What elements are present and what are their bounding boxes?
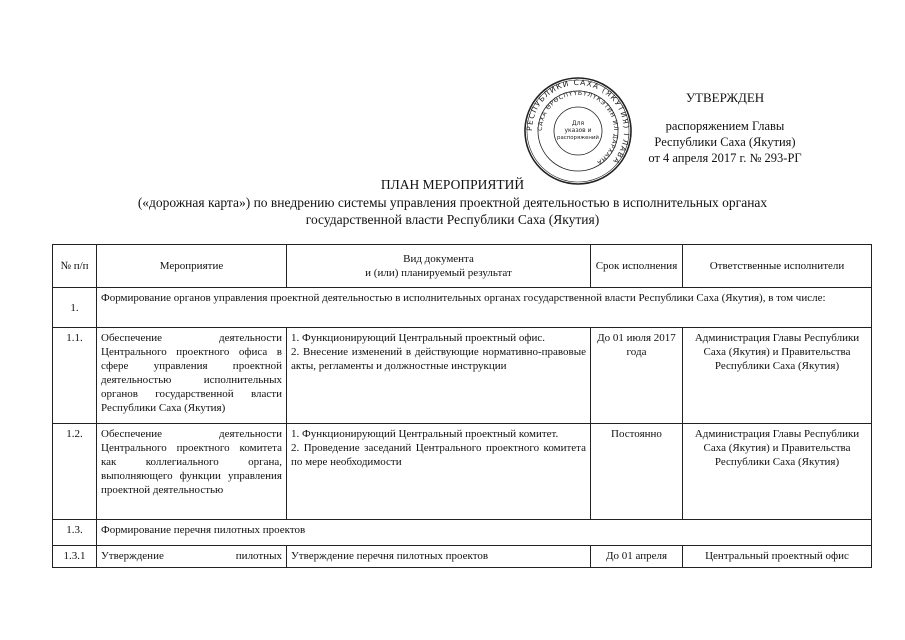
table-row	[53, 288, 872, 328]
row-term: До 01 июля 2017 года	[591, 328, 683, 424]
header-num: № п/п	[53, 245, 97, 288]
row-event-word1: Утверждение	[101, 550, 164, 562]
row-num: 1.	[53, 288, 97, 328]
title-line2: («дорожная карта») по внедрению системы управления проектной деятельностью в исполнительных органах	[137, 194, 768, 210]
row-event	[97, 546, 287, 568]
approval-line1: распоряжением Главы	[665, 119, 785, 133]
row-responsible: Администрация Главы Республики Саха (Якутия) и Правительства Республики Саха (Якутия)	[683, 328, 872, 424]
header-event: Мероприятие	[97, 245, 287, 288]
seal-inner-text: САХА ӨРӨСПҮҮБҮЛҮКЭТИН ИЛ ДАРХАНА	[536, 89, 620, 167]
table-row	[53, 546, 872, 568]
header-responsible: Ответственные исполнители	[683, 245, 872, 288]
approval-title: УТВЕРЖДЕН	[685, 90, 765, 105]
row-term: Постоянно	[591, 424, 683, 520]
seal-center-line1: Для	[571, 120, 585, 127]
row-responsible: Центральный проектный офис	[683, 546, 872, 568]
approval-block	[600, 90, 850, 166]
seal-outer-text: РЕСПУБЛИКИ САХА (ЯКУТИЯ) ГЛАВА	[524, 77, 632, 167]
title-line1: ПЛАН МЕРОПРИЯТИЙ	[380, 177, 525, 192]
row-result: Утверждение перечня пилотных проектов	[287, 546, 591, 568]
row-num: 1.3.	[53, 520, 97, 546]
row-event: Обеспечение деятельности Центрального проектного офиса в сфере управления проектной деятельностью исполнительных органов государственной власти Республики Саха (Якутия)	[97, 328, 287, 424]
row-responsible: Администрация Главы Республики Саха (Якутия) и Правительства Республики Саха (Якутия)	[683, 424, 872, 520]
table-row	[53, 328, 872, 424]
row-term: До 01 апреля	[591, 546, 683, 568]
table-row	[53, 424, 872, 520]
header-doc-line1: Вид документа	[403, 253, 474, 265]
table-row	[53, 520, 872, 546]
title-line3: государственной власти Республики Саха (Якутия)	[305, 212, 600, 227]
row-event: Обеспечение деятельности Центрального проектного комитета как коллегиального органа, выполняющего функции управления проектной деятельностью	[97, 424, 287, 520]
approval-line2: Республики Саха (Якутия)	[654, 135, 796, 149]
row-num: 1.2.	[53, 424, 97, 520]
section-heading: Формирование перечня пилотных проектов	[97, 520, 872, 546]
row-result: 1. Функционирующий Центральный проектный комитет. 2. Проведение заседаний Центрального проектного комитета по мере необходимости	[287, 424, 591, 520]
document-title	[0, 176, 905, 229]
seal-center-line3: распоряжений	[557, 135, 599, 141]
row-result: 1. Функционирующий Центральный проектный офис. 2. Внесение изменений в действующие нормативно-правовые акты, регламенты и должностные инструкции	[287, 328, 591, 424]
seal-center-line2: указов и	[564, 127, 592, 134]
approval-line3: от 4 апреля 2017 г. № 293-РГ	[648, 151, 802, 165]
row-event-word2: пилотных	[235, 550, 282, 562]
header-term: Срок исполнения	[591, 245, 683, 288]
section-heading: Формирование органов управления проектной деятельностью в исполнительных органах государственной власти Республики Саха (Якутия), в том числе:	[97, 288, 872, 328]
row-num: 1.3.1	[53, 546, 97, 568]
header-document	[287, 245, 591, 288]
header-doc-line2: и (или) планируемый результат	[365, 267, 512, 279]
roadmap-table	[52, 244, 872, 568]
table-header-row	[53, 245, 872, 288]
row-num: 1.1.	[53, 328, 97, 424]
